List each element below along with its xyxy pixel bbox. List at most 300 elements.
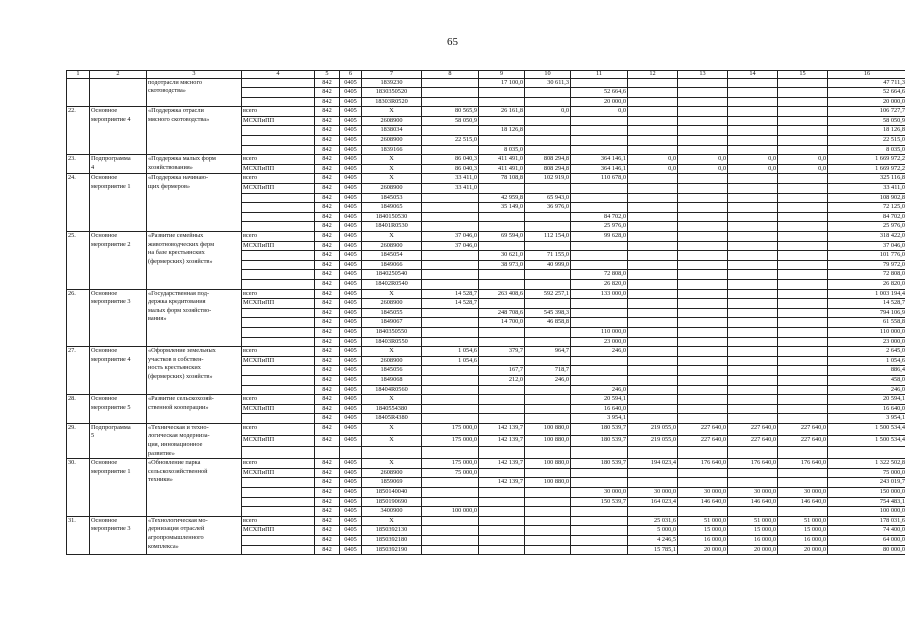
table-cell: 1845053 bbox=[362, 193, 422, 203]
row-desc-cell: «Технологическая мо- дернизация отраслей агропромышленного комплекса» bbox=[147, 516, 242, 554]
table-cell: 5 000,0 bbox=[628, 526, 678, 536]
table-cell: 364 146,1 bbox=[571, 164, 628, 174]
table-cell: 0405 bbox=[340, 318, 362, 328]
table-cell: 1849068 bbox=[362, 375, 422, 385]
table-cell: 180 539,7 bbox=[571, 459, 628, 469]
table-cell: 1859069 bbox=[362, 478, 422, 488]
table-cell: 227 640,0 bbox=[728, 435, 778, 447]
table-cell: 71 155,0 bbox=[525, 251, 571, 261]
table-cell: 38 973,0 bbox=[479, 260, 525, 270]
table-cell bbox=[778, 184, 828, 194]
table-cell: 14 528,7 bbox=[422, 289, 479, 299]
table-cell bbox=[479, 88, 525, 98]
table-cell bbox=[242, 545, 315, 555]
table-cell: 1 054,6 bbox=[422, 347, 479, 357]
table-cell: 0405 bbox=[340, 97, 362, 107]
table-cell bbox=[525, 385, 571, 395]
table-cell: 102 919,0 bbox=[525, 174, 571, 184]
table-cell bbox=[479, 184, 525, 194]
table-cell: 175 000,0 bbox=[422, 423, 479, 435]
table-cell bbox=[571, 468, 628, 478]
table-cell bbox=[422, 395, 479, 405]
table-cell bbox=[728, 78, 778, 88]
row-num-cell: 29. bbox=[67, 423, 90, 458]
table-cell: 0405 bbox=[340, 404, 362, 414]
row-num-cell: 22. bbox=[67, 107, 90, 155]
table-cell: 72 808,0 bbox=[571, 270, 628, 280]
table-cell bbox=[242, 260, 315, 270]
table-cell: 0405 bbox=[340, 232, 362, 242]
table-cell bbox=[525, 447, 571, 459]
table-cell: 61 558,8 bbox=[828, 318, 905, 328]
table-cell bbox=[479, 395, 525, 405]
table-cell bbox=[628, 232, 678, 242]
table-cell bbox=[525, 145, 571, 155]
table-cell bbox=[678, 347, 728, 357]
table-cell bbox=[242, 488, 315, 498]
table-cell: 842 bbox=[315, 232, 340, 242]
table-cell bbox=[571, 375, 628, 385]
row-num-cell: 23. bbox=[67, 155, 90, 174]
table-cell: 842 bbox=[315, 164, 340, 174]
table-cell: 78 108,8 bbox=[479, 174, 525, 184]
table-cell: 842 bbox=[315, 337, 340, 347]
table-cell bbox=[778, 289, 828, 299]
table-cell: 146 640,0 bbox=[728, 497, 778, 507]
table-cell: 30 621,0 bbox=[479, 251, 525, 261]
table-cell bbox=[678, 136, 728, 146]
table-cell bbox=[778, 97, 828, 107]
table-cell: 0,0 bbox=[778, 155, 828, 165]
table-cell bbox=[422, 203, 479, 213]
table-cell: 16 640,0 bbox=[571, 404, 628, 414]
table-cell: 458,0 bbox=[828, 375, 905, 385]
table-cell bbox=[571, 251, 628, 261]
table-cell bbox=[728, 404, 778, 414]
table-cell: 1 500 534,4 bbox=[828, 435, 905, 447]
table-cell: МСХПиПП bbox=[242, 164, 315, 174]
table-cell: всего bbox=[242, 516, 315, 526]
table-cell: 842 bbox=[315, 356, 340, 366]
table-cell: 1845055 bbox=[362, 308, 422, 318]
table-cell bbox=[422, 516, 479, 526]
table-cell: 842 bbox=[315, 107, 340, 117]
table-cell: 0,0 bbox=[525, 107, 571, 117]
table-cell: 842 bbox=[315, 126, 340, 136]
table-cell: 842 bbox=[315, 375, 340, 385]
table-cell bbox=[778, 395, 828, 405]
table-cell: 1849067 bbox=[362, 318, 422, 328]
table-cell bbox=[678, 241, 728, 251]
table-cell: 16 000,0 bbox=[678, 536, 728, 546]
table-cell bbox=[678, 447, 728, 459]
table-cell: 1850140040 bbox=[362, 488, 422, 498]
table-cell bbox=[628, 385, 678, 395]
table-cell: 246,0 bbox=[828, 385, 905, 395]
table-cell bbox=[778, 222, 828, 232]
table-cell: 545 398,3 bbox=[525, 308, 571, 318]
table-cell bbox=[525, 88, 571, 98]
table-cell bbox=[628, 126, 678, 136]
table-cell: 0405 bbox=[340, 193, 362, 203]
table-cell bbox=[525, 270, 571, 280]
table-cell: 22 515,0 bbox=[422, 136, 479, 146]
table-cell bbox=[678, 356, 728, 366]
table-cell: 842 bbox=[315, 203, 340, 213]
table-cell: 0405 bbox=[340, 78, 362, 88]
table-cell bbox=[628, 478, 678, 488]
table-cell bbox=[479, 468, 525, 478]
table-cell bbox=[422, 327, 479, 337]
header-cell: 12 bbox=[628, 71, 678, 79]
table-row bbox=[67, 107, 905, 117]
table-cell bbox=[678, 308, 728, 318]
table-cell bbox=[242, 203, 315, 213]
row-name-cell: Основное мероприятие 5 bbox=[90, 395, 147, 424]
table-cell: 146 640,0 bbox=[678, 497, 728, 507]
table-cell: МСХПиПП bbox=[242, 184, 315, 194]
table-cell: 0405 bbox=[340, 145, 362, 155]
table-cell bbox=[242, 308, 315, 318]
table-cell bbox=[628, 270, 678, 280]
table-cell bbox=[678, 289, 728, 299]
table-cell bbox=[571, 145, 628, 155]
table-cell bbox=[422, 88, 479, 98]
table-cell: 18401R0530 bbox=[362, 222, 422, 232]
table-cell: 25 976,0 bbox=[571, 222, 628, 232]
table-cell: 0405 bbox=[340, 497, 362, 507]
table-cell bbox=[422, 145, 479, 155]
table-cell: 364 146,1 bbox=[571, 155, 628, 165]
table-cell: 180 539,7 bbox=[571, 423, 628, 435]
table-cell: 0405 bbox=[340, 184, 362, 194]
table-cell bbox=[422, 260, 479, 270]
table-cell: 18402R0540 bbox=[362, 279, 422, 289]
table-cell: 0405 bbox=[340, 212, 362, 222]
table-cell bbox=[728, 385, 778, 395]
page-number: 65 bbox=[447, 36, 458, 48]
table-cell bbox=[628, 212, 678, 222]
table-cell bbox=[571, 203, 628, 213]
table-cell: Х bbox=[362, 174, 422, 184]
table-cell: 411 491,0 bbox=[479, 155, 525, 165]
table-row bbox=[67, 289, 905, 299]
table-cell bbox=[778, 193, 828, 203]
table-cell: 842 bbox=[315, 327, 340, 337]
table-cell bbox=[315, 447, 340, 459]
table-cell: 15 000,0 bbox=[778, 526, 828, 536]
table-cell: 964,7 bbox=[525, 347, 571, 357]
table-cell bbox=[778, 212, 828, 222]
table-cell bbox=[525, 395, 571, 405]
table-cell bbox=[525, 97, 571, 107]
table-cell: 2608900 bbox=[362, 136, 422, 146]
table-cell bbox=[678, 507, 728, 517]
table-cell bbox=[628, 251, 678, 261]
table-cell: 263 408,6 bbox=[479, 289, 525, 299]
table-cell: 75 000,0 bbox=[828, 468, 905, 478]
table-cell: 51 000,0 bbox=[678, 516, 728, 526]
table-cell: 842 bbox=[315, 507, 340, 517]
table-cell bbox=[422, 545, 479, 555]
table-cell bbox=[778, 78, 828, 88]
table-cell bbox=[678, 222, 728, 232]
table-cell bbox=[525, 404, 571, 414]
table-cell: 227 640,0 bbox=[778, 435, 828, 447]
table-cell bbox=[242, 78, 315, 88]
table-cell bbox=[678, 404, 728, 414]
table-cell bbox=[571, 241, 628, 251]
table-cell: 246,0 bbox=[525, 375, 571, 385]
table-cell bbox=[728, 251, 778, 261]
table-cell: 0,0 bbox=[678, 155, 728, 165]
table-cell bbox=[678, 203, 728, 213]
table-cell: 72 808,0 bbox=[828, 270, 905, 280]
table-cell bbox=[628, 375, 678, 385]
table-cell: 164 023,4 bbox=[628, 497, 678, 507]
table-cell bbox=[678, 366, 728, 376]
table-cell bbox=[628, 241, 678, 251]
header-cell: 9 bbox=[479, 71, 525, 79]
table-cell bbox=[728, 468, 778, 478]
table-cell bbox=[571, 516, 628, 526]
table-cell bbox=[728, 375, 778, 385]
table-cell: 18403R0550 bbox=[362, 337, 422, 347]
table-cell: 1 500 534,4 bbox=[828, 423, 905, 435]
row-name-cell bbox=[90, 78, 147, 107]
table-cell: 1 669 972,2 bbox=[828, 155, 905, 165]
table-cell: 8 035,0 bbox=[479, 145, 525, 155]
table-cell bbox=[479, 222, 525, 232]
table-cell bbox=[628, 366, 678, 376]
table-cell: 243 019,7 bbox=[828, 478, 905, 488]
table-cell bbox=[571, 184, 628, 194]
table-cell bbox=[422, 497, 479, 507]
table-cell: 1839230 bbox=[362, 78, 422, 88]
table-cell bbox=[728, 347, 778, 357]
table-cell bbox=[422, 414, 479, 424]
table-cell bbox=[678, 395, 728, 405]
table-cell bbox=[628, 347, 678, 357]
table-cell: 0405 bbox=[340, 468, 362, 478]
table-cell bbox=[628, 78, 678, 88]
table-cell bbox=[422, 478, 479, 488]
header-cell: 16 bbox=[828, 71, 905, 79]
table-cell: 16 000,0 bbox=[778, 536, 828, 546]
table-cell: 30 000,0 bbox=[728, 488, 778, 498]
table-cell: 0,0 bbox=[628, 164, 678, 174]
table-cell: 0405 bbox=[340, 478, 362, 488]
table-cell bbox=[525, 545, 571, 555]
table-cell bbox=[728, 97, 778, 107]
table-cell: 18404R0560 bbox=[362, 385, 422, 395]
table-cell: 23 000,0 bbox=[828, 337, 905, 347]
table-row bbox=[67, 423, 905, 435]
table-cell bbox=[678, 212, 728, 222]
table-cell: 180 539,7 bbox=[571, 435, 628, 447]
table-cell bbox=[479, 270, 525, 280]
table-cell bbox=[242, 222, 315, 232]
table-cell: 842 bbox=[315, 526, 340, 536]
table-cell bbox=[571, 507, 628, 517]
table-cell bbox=[628, 318, 678, 328]
table-cell bbox=[479, 385, 525, 395]
table-cell bbox=[628, 395, 678, 405]
row-desc-cell: «Обновление парка сельскохозяйственной техники» bbox=[147, 459, 242, 517]
table-cell: 842 bbox=[315, 279, 340, 289]
table-cell bbox=[525, 497, 571, 507]
header-cell: 13 bbox=[678, 71, 728, 79]
table-cell: 69 594,0 bbox=[479, 232, 525, 242]
table-cell bbox=[242, 327, 315, 337]
table-cell: Х bbox=[362, 164, 422, 174]
row-num-cell: 25. bbox=[67, 232, 90, 290]
table-cell bbox=[778, 375, 828, 385]
table-cell bbox=[678, 385, 728, 395]
table-cell: 842 bbox=[315, 270, 340, 280]
table-cell: 0,0 bbox=[728, 155, 778, 165]
table-cell: 0405 bbox=[340, 222, 362, 232]
table-cell: МСХПиПП bbox=[242, 404, 315, 414]
table-cell: 1849066 bbox=[362, 260, 422, 270]
table-cell bbox=[479, 545, 525, 555]
table-cell: 842 bbox=[315, 193, 340, 203]
table-cell bbox=[242, 212, 315, 222]
table-cell bbox=[728, 299, 778, 309]
table-cell: всего bbox=[242, 107, 315, 117]
table-cell: 248 708,6 bbox=[479, 308, 525, 318]
table-row bbox=[67, 155, 905, 165]
table-cell: 0,0 bbox=[778, 164, 828, 174]
table-cell: 0405 bbox=[340, 507, 362, 517]
table-cell bbox=[525, 327, 571, 337]
table-cell: 20 000,0 bbox=[678, 545, 728, 555]
table-cell bbox=[242, 385, 315, 395]
table-cell bbox=[525, 507, 571, 517]
table-cell: 79 972,0 bbox=[828, 260, 905, 270]
table-cell: 0405 bbox=[340, 385, 362, 395]
table-cell: 72 125,0 bbox=[828, 203, 905, 213]
table-cell: 842 bbox=[315, 174, 340, 184]
table-cell bbox=[678, 232, 728, 242]
table-cell bbox=[479, 404, 525, 414]
table-cell bbox=[778, 116, 828, 126]
table-cell: 1 669 972,2 bbox=[828, 164, 905, 174]
table-cell: 842 bbox=[315, 184, 340, 194]
table-cell bbox=[571, 78, 628, 88]
table-cell: всего bbox=[242, 232, 315, 242]
table-cell bbox=[628, 193, 678, 203]
table-cell bbox=[422, 536, 479, 546]
table-cell: 842 bbox=[315, 289, 340, 299]
table-cell: 175 000,0 bbox=[422, 459, 479, 469]
table-row bbox=[67, 459, 905, 469]
table-cell bbox=[678, 468, 728, 478]
table-cell bbox=[571, 260, 628, 270]
table-cell: 842 bbox=[315, 260, 340, 270]
table-cell bbox=[479, 516, 525, 526]
table-cell bbox=[242, 507, 315, 517]
table-cell bbox=[728, 289, 778, 299]
table-cell: 1838034 bbox=[362, 126, 422, 136]
table-cell bbox=[728, 126, 778, 136]
row-num-cell: 27. bbox=[67, 347, 90, 395]
table-cell: 2608900 bbox=[362, 299, 422, 309]
table-cell bbox=[479, 299, 525, 309]
table-cell bbox=[479, 536, 525, 546]
table-cell: 0405 bbox=[340, 435, 362, 447]
table-cell bbox=[479, 136, 525, 146]
table-cell bbox=[571, 308, 628, 318]
table-cell bbox=[728, 174, 778, 184]
header-cell: 4 bbox=[242, 71, 315, 79]
table-cell: 794 106,9 bbox=[828, 308, 905, 318]
table-cell: 30 611,3 bbox=[525, 78, 571, 88]
row-desc-cell: «Поддержка отрасли мясного скотоводства» bbox=[147, 107, 242, 155]
table-cell bbox=[728, 337, 778, 347]
header-cell: 5 bbox=[315, 71, 340, 79]
table-cell: 86 040,3 bbox=[422, 155, 479, 165]
table-cell bbox=[422, 212, 479, 222]
table-cell: 14 528,7 bbox=[422, 299, 479, 309]
table-cell: 2608900 bbox=[362, 184, 422, 194]
table-cell: 0405 bbox=[340, 366, 362, 376]
row-name-cell: Основное мероприятие 2 bbox=[90, 232, 147, 290]
table-cell bbox=[422, 251, 479, 261]
table-cell bbox=[525, 414, 571, 424]
table-cell: 37 046,0 bbox=[828, 241, 905, 251]
table-cell: 17 100,0 bbox=[479, 78, 525, 88]
table-cell bbox=[728, 136, 778, 146]
table-cell bbox=[678, 174, 728, 184]
table-cell bbox=[479, 507, 525, 517]
table-cell: 0405 bbox=[340, 270, 362, 280]
table-cell bbox=[479, 526, 525, 536]
table-cell: 15 785,1 bbox=[628, 545, 678, 555]
table-cell: 33 411,0 bbox=[422, 184, 479, 194]
table-cell: 1830350520 bbox=[362, 88, 422, 98]
table-cell: 150 539,7 bbox=[571, 497, 628, 507]
table-cell bbox=[242, 497, 315, 507]
table-cell bbox=[479, 337, 525, 347]
table-cell bbox=[242, 366, 315, 376]
table-cell: 1850190690 bbox=[362, 497, 422, 507]
table-cell: 227 640,0 bbox=[728, 423, 778, 435]
table-cell: 1849065 bbox=[362, 203, 422, 213]
table-cell: 80 565,9 bbox=[422, 107, 479, 117]
table-cell: 842 bbox=[315, 251, 340, 261]
table-cell: 3 954,1 bbox=[828, 414, 905, 424]
table-cell bbox=[628, 507, 678, 517]
table-cell: 4 246,5 bbox=[628, 536, 678, 546]
table-cell bbox=[678, 270, 728, 280]
table-cell: 1 054,6 bbox=[422, 356, 479, 366]
row-desc-cell: «Государственная под- держка кредитования малых форм хозяйство- вания» bbox=[147, 289, 242, 347]
row-desc-cell: «Развитие сельскохозяй- ственной кооперации» bbox=[147, 395, 242, 424]
table-cell: 15 000,0 bbox=[728, 526, 778, 536]
table-cell: 30 000,0 bbox=[628, 488, 678, 498]
table-cell: 0405 bbox=[340, 116, 362, 126]
table-cell bbox=[678, 260, 728, 270]
row-desc-cell: «Оформление земельных участков в собствен- ность крестьянских (фермерских) хозяйств» bbox=[147, 347, 242, 395]
table-cell: 30 000,0 bbox=[678, 488, 728, 498]
table-cell bbox=[571, 356, 628, 366]
table-cell bbox=[571, 478, 628, 488]
table-cell: 0405 bbox=[340, 279, 362, 289]
table-cell bbox=[778, 107, 828, 117]
table-cell bbox=[728, 184, 778, 194]
table-cell bbox=[778, 270, 828, 280]
